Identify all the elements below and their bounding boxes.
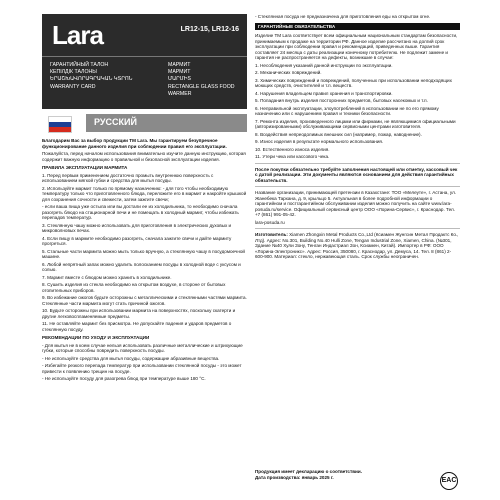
rule-item: - если ваша пища уже остыла или вы достали ее из холодильника, то необходимо сначала разогреть блюдо на стационарной печи и не помещать в холодный мармит, чтобы избежать перепадов температур. bbox=[42, 204, 239, 220]
header-left-titles bbox=[50, 62, 148, 91]
header-divider bbox=[42, 56, 247, 57]
care-heading: РЕКОМЕНДАЦИИ ПО УХОДУ И ЭКСПЛУАТАЦИИ bbox=[42, 335, 150, 340]
product-line: RECTANGLE GLASS FOOD bbox=[168, 83, 235, 90]
warranty-item: 7. Ремонта изделия, произведенного лицами или фирмами, не являющимися официальными (авторизированными) обслуживающими сервисными центрами изготовителя. bbox=[255, 118, 456, 129]
header-right-titles bbox=[168, 62, 244, 98]
warranty-item: 6. Неправильной эксплуатации, злоупотреблений в использовании не по его прямому назначению или с нарушением правил и техники безопасности. bbox=[255, 105, 439, 116]
care-item: - Не используйте посуду для разогрева блюд при температуре выше 180 °С. bbox=[42, 376, 206, 381]
organization-text: Название организации, принимающей претензии в Казахстане: ТОО «Мелеуте», г. Астана, ул. Жанебека Тархана, д. 9, крыльцо 5. Актуальная в более подробной информации о гарантийном и постгарантийном обслуживании изделия можно получить на сайте www.lara-posuda.ru/service. Официальный сервисный центр ООО «Лорина-Сервис», г. Краснодар. Тел. +7 (861) 991-05-42. bbox=[255, 190, 457, 217]
left-body-text bbox=[42, 138, 247, 384]
product-line: МАРМИТ bbox=[168, 69, 191, 76]
care-item: - Не используйте средства для мытья посуды, содержащие абразивные вещества. bbox=[42, 355, 220, 361]
language-bar bbox=[86, 114, 247, 132]
left-column bbox=[42, 14, 247, 494]
model-number: LR12-15, LR12-16 bbox=[180, 26, 239, 33]
warranty-item: 10. Естественного износа изделия. bbox=[255, 146, 330, 152]
rule-item: 5. Стальные части мармита можно мыть только вручную, а стеклянную чашу в посудомоечной машине. bbox=[42, 248, 245, 259]
site-url: lara-posuda.ru bbox=[255, 219, 285, 225]
rule-item: 4. Если пищу в мармите необходимо разогреть, сначала зажгите свечи и дайте мармиту прогреться. bbox=[42, 235, 232, 246]
title-line: ГАРАНТИЙНЫЙ ТАЛОН bbox=[50, 62, 109, 68]
rule-item: 11. Не оставляйте мармит без присмотра. Не допускайте падения и ударов предметов о стеклянную посуду. bbox=[42, 321, 232, 332]
maker-text: Xiamen Zhongxin Metal Products Co.,Ltd (Ксиамен Жунгсин Метал Продактс Ко., Лтд). Адрес: No.301, Building No.40 Hulli Zone, Tengan Industrial Zone, Xiamen, China. (№301, Здание №40 Хули Зону, Тенган Индастриал Зон, Ксиамен, Китай). Импортер в РФ: ООО «Лорина-Электроникс». Адрес: Россия, 350080, г. Краснодар, ул. Демуса, 14. Тел. 8 (861) 2-600-900. Материал: стекло, нержавеющая сталь. Срок службы неограничен. bbox=[255, 232, 459, 259]
right-column bbox=[255, 14, 460, 494]
intro-bold: Благодарим Вас за выбор продукции ТМ Lara. Мы гарантируем безупречное функционирование данного изделия при соблюдении правил его эксплуатации. bbox=[42, 138, 227, 149]
header-banner bbox=[42, 14, 247, 109]
warranty-item: 3. Химических повреждений и повреждений, полученных при использовании неподходящих моющих средств, очистителей и т.п. веществ. bbox=[255, 77, 452, 88]
product-line: МАРМИТ bbox=[168, 62, 191, 68]
production-info bbox=[255, 469, 460, 480]
divider bbox=[255, 186, 460, 187]
intro-text: Пожалуйста, перед началом использования внимательно изучите данную инструкцию, которая содержит важную информацию о правильной и безопасной эксплуатации изделия. bbox=[42, 151, 246, 162]
warranty-item: 2. Механических повреждений. bbox=[255, 70, 322, 75]
product-line: ՄԱՐՄԻՏ bbox=[168, 76, 192, 83]
divider bbox=[255, 163, 460, 164]
warranty-item: 8. Воздействия непреодолимых внешних сил (например, пожар, наводнение). bbox=[255, 131, 422, 137]
rule-item: 10. Будьте осторожны при использовании мармита на поверхностях, поскольку скатерти и другие легковоспламеняемые предметы. bbox=[42, 308, 236, 319]
warranty-item: 1. Несоблюдения указаний данной инструкции по эксплуатации. bbox=[255, 62, 393, 68]
declaration-text: Продукция имеет декларацию о соответствии. bbox=[255, 469, 362, 474]
brand-logo: Lara bbox=[52, 20, 103, 50]
title-line: WARRANTY CARD bbox=[50, 83, 96, 90]
rule-item: 3. Стеклянную чашу можно использовать для приготовления в электрических духовых и микроволновых печах. bbox=[42, 222, 232, 233]
care-item: - Для мытья не в коем случае нельзя использовать различные металлические и штрихующие губки, которые способны повредить поверхность посуды. bbox=[42, 342, 243, 353]
production-date: Дата производства: январь 2025 г. bbox=[255, 474, 334, 480]
top-note: - Стеклянная посуда не предназначена для приготовления еды на открытом огне. bbox=[255, 14, 431, 19]
warranty-item: 9. Износ изделия в результате нормального использования. bbox=[255, 139, 384, 144]
maker-label: Изготовитель: bbox=[255, 232, 288, 237]
warranty-item: 11. Утери чека или кассового чека. bbox=[255, 154, 330, 159]
care-item: - Избегайте резкого перепада температур при использовании стеклянной посуды - это может привести к появлению трещин на посуде. bbox=[42, 363, 242, 374]
rules-heading: ПРАВИЛА ЭКСПЛУАТАЦИИ МАРМИТА bbox=[42, 165, 128, 170]
warranty-item: 5. Попадания внутрь изделия посторонних предметов, бытовых насекомых и т.п. bbox=[255, 98, 428, 103]
right-body-text bbox=[255, 14, 460, 262]
warranty-heading: ГАРАНТИЙНЫЕ ОБЯЗАТЕЛЬСТВА bbox=[255, 23, 460, 31]
title-line: КЕПІЛДІК ТАЛОНЫ bbox=[50, 69, 97, 76]
rule-item: 7. Мармит вместе с блюдом можно хранить в холодильнике. bbox=[42, 274, 172, 280]
after-purchase-note: После покупки обязательно требуйте заполнения настоящей или отметку, кассовый чек с датой реализации. Эти документы являются основанием для действия гарантийных обязательств. bbox=[255, 166, 458, 183]
warranty-item: 4. Нарушения владельцем правил хранения и транспортировки. bbox=[255, 90, 393, 96]
rule-item: 9. Во избежание ожогов будьте осторожны с металлическими и стеклянными частями мармита. Стеклянные части мармита могут стать причиной ожогов. bbox=[42, 295, 247, 306]
russia-flag-icon bbox=[48, 116, 72, 133]
rule-item: 8. Сушить изделия из стекла необходимо на открытом воздухе, в стороне от бытовых отопительных приборов. bbox=[42, 282, 226, 293]
product-line: WARMER bbox=[168, 90, 192, 97]
rule-item: 2. Используйте мармит только по прямому назначению: - для того чтобы необходимую температуру только что приготовленного блюда, переложите его в мармит и накройте крышкой для сохранения сочности и свежести, затем зажгите свечи; bbox=[42, 185, 247, 202]
warranty-intro: Изделие ТМ Lara соответствует всем официальным национальным стандартам безопасности, принимаемым к продаже на территории РФ. Данное изделие рассчитано на долгий срок эксплуатации при соблюдении правил и рекомендаций, приведенных выше. Гарантия составляет 24 месяца с даты реализации конечному потребителю. Не подлежит замене и гарантия не распространяется на дефекты, возникшие в случае: bbox=[255, 33, 458, 60]
rule-item: 1. Перед первым применением достаточно промыть внутреннюю поверхность с использованием мягкой губки и средства для мытья посуды. bbox=[42, 172, 214, 183]
language-label: РУССКИЙ bbox=[94, 117, 137, 127]
eac-mark-icon: EAC bbox=[440, 472, 458, 490]
title-line: ԵՐԱՇԽԱՎՈՐԱԳՐԱԿԱՆ ԿՏՐՈՆ bbox=[50, 76, 133, 83]
divider bbox=[255, 228, 460, 229]
rule-item: 6. Любой непрятный запах можно удалить полосканием посуды в холодной воде с уксусом и солью. bbox=[42, 261, 241, 272]
